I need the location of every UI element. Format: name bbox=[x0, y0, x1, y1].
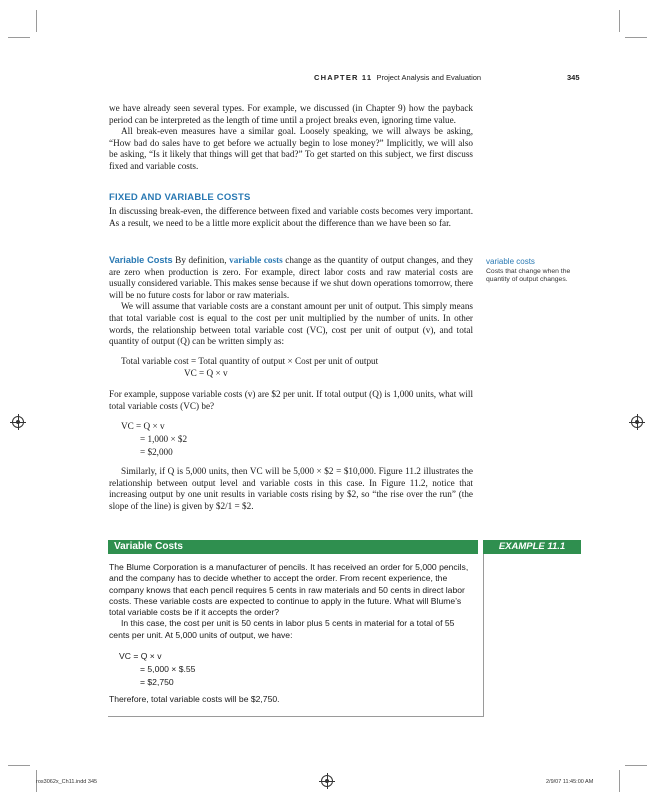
example-text bbox=[109, 562, 475, 641]
intro-paragraph-2: All break-even measures have a similar goal. Loosely speaking, we will always be asking, “How bad do sales have to get before we actually begin to lose money?” Implicitly, we will also be asking, “Is it likely that things will get that bad?” To get started on this subject, we first discuss fixed and variable costs. bbox=[109, 126, 473, 171]
registration-mark-bottom bbox=[321, 775, 333, 787]
section-paragraph bbox=[109, 206, 473, 229]
vc-p1-a: By definition, bbox=[172, 255, 230, 265]
example-conclusion: Therefore, total variable costs will be $2,750. bbox=[109, 694, 280, 704]
variable-costs-paragraph-2: We will assume that variable costs are a constant amount per unit of output. This simply means that total variable cost is equal to the cost per unit multiplied by the number of units. In other words, the relationship between total variable cost (VC), cost per unit of output (v), and total quantity of output (Q) can be written simply as: bbox=[109, 301, 473, 347]
crop-mark-top-left-h bbox=[8, 37, 30, 38]
calc-line-2: = 1,000 × $2 bbox=[140, 434, 188, 444]
section-heading: FIXED AND VARIABLE COSTS bbox=[109, 192, 251, 203]
chapter-title: Project Analysis and Evaluation bbox=[376, 73, 482, 82]
chapter-label: CHAPTER 11 bbox=[314, 73, 373, 82]
variable-costs-paragraph-1 bbox=[109, 255, 473, 301]
vc-p1-b: change as the quantity of output changes, and they are zero when production is zero. For example, direct labor costs and raw material costs are usually considered variable. This makes sense because if we shut down operations tomorrow, there will be no future costs for labor or raw materials. bbox=[109, 255, 474, 300]
example-box-border bbox=[483, 554, 484, 716]
example-paragraph-2: In this case, the cost per unit is 50 cents in labor plus 5 cents in material for a total of 55 cents per unit. At 5,000 units of output, we have: bbox=[109, 618, 455, 640]
example-calc-line-2: = 5,000 × $.55 bbox=[140, 664, 196, 674]
example-title-bar bbox=[108, 540, 478, 554]
calc-line-1: VC = Q × v bbox=[121, 421, 165, 431]
variable-costs-paragraph-3: For example, suppose variable costs (v) are $2 per unit. If total output (Q) is 1,000 units, what will total variable costs (VC) be? bbox=[109, 389, 473, 411]
running-header bbox=[314, 73, 481, 82]
variable-costs-text bbox=[109, 255, 473, 348]
crop-mark-bottom-left-h bbox=[8, 765, 30, 766]
crop-mark-top-left bbox=[36, 10, 37, 32]
example-paragraph-1: The Blume Corporation is a manufacturer of pencils. It has received an order for 5,000 pencils, and the company has to decide whether to accept the order. From recent experience, the company knows that each pencil requires 5 cents in raw materials and 50 cents in direct labor costs. These variable costs are expected to continue to apply in the future. What will Blume’s total variable costs be if it accepts the order? bbox=[109, 562, 469, 618]
footer-file: ros3062x_Ch11.indd 345 bbox=[36, 779, 98, 785]
crop-mark-bottom-right bbox=[619, 770, 620, 792]
margin-definition-text: Costs that change when the quantity of output changes. bbox=[486, 268, 571, 283]
example-box-bottom bbox=[108, 716, 484, 717]
crop-mark-top-right bbox=[619, 10, 620, 32]
margin-definition-term: variable costs bbox=[486, 257, 535, 266]
variable-costs-paragraph-4: Similarly, if Q is 5,000 units, then VC will be 5,000 × $2 = $10,000. Figure 11.2 illustrates the relationship between output level and variable costs in this case. In Figure 11.2, notice that increasing output by one unit results in variable costs rising by $2, so “the rise over the run” (the slope of the line) is given by $2/1 = $2. bbox=[109, 466, 473, 511]
equation-vc: VC = Q × v bbox=[184, 368, 228, 378]
variable-costs-paragraph-3-box bbox=[109, 389, 473, 412]
example-title: Variable Costs bbox=[114, 541, 183, 552]
equation-total-variable-cost: Total variable cost = Total quantity of output × Cost per unit of output bbox=[121, 356, 379, 366]
registration-mark-right bbox=[631, 416, 643, 428]
section-paragraph-1: In discussing break-even, the difference between fixed and variable costs becomes very important. As a result, we need to be a little more explicit about the difference than we have been so far. bbox=[109, 206, 473, 228]
page-number: 345 bbox=[567, 73, 580, 82]
intro-paragraph-1: we have already seen several types. For example, we discussed (in Chapter 9) how the payback period can be interpreted as the length of time until a project breaks even, ignoring time value. bbox=[109, 103, 473, 125]
crop-mark-top-right-h bbox=[625, 37, 647, 38]
intro-text bbox=[109, 103, 473, 173]
crop-mark-bottom-right-h bbox=[625, 765, 647, 766]
keyword-variable-costs: variable costs bbox=[229, 255, 283, 265]
registration-mark-left bbox=[12, 416, 24, 428]
runin-heading: Variable Costs bbox=[109, 255, 173, 265]
example-calc-line-1: VC = Q × v bbox=[119, 651, 162, 661]
footer-timestamp: 2/9/07 11:45:00 AM bbox=[546, 779, 594, 785]
example-label: EXAMPLE 11.1 bbox=[483, 540, 581, 554]
calc-line-3: = $2,000 bbox=[140, 447, 173, 457]
example-calc-line-3: = $2,750 bbox=[140, 677, 174, 687]
variable-costs-paragraph-4-box bbox=[109, 466, 473, 512]
